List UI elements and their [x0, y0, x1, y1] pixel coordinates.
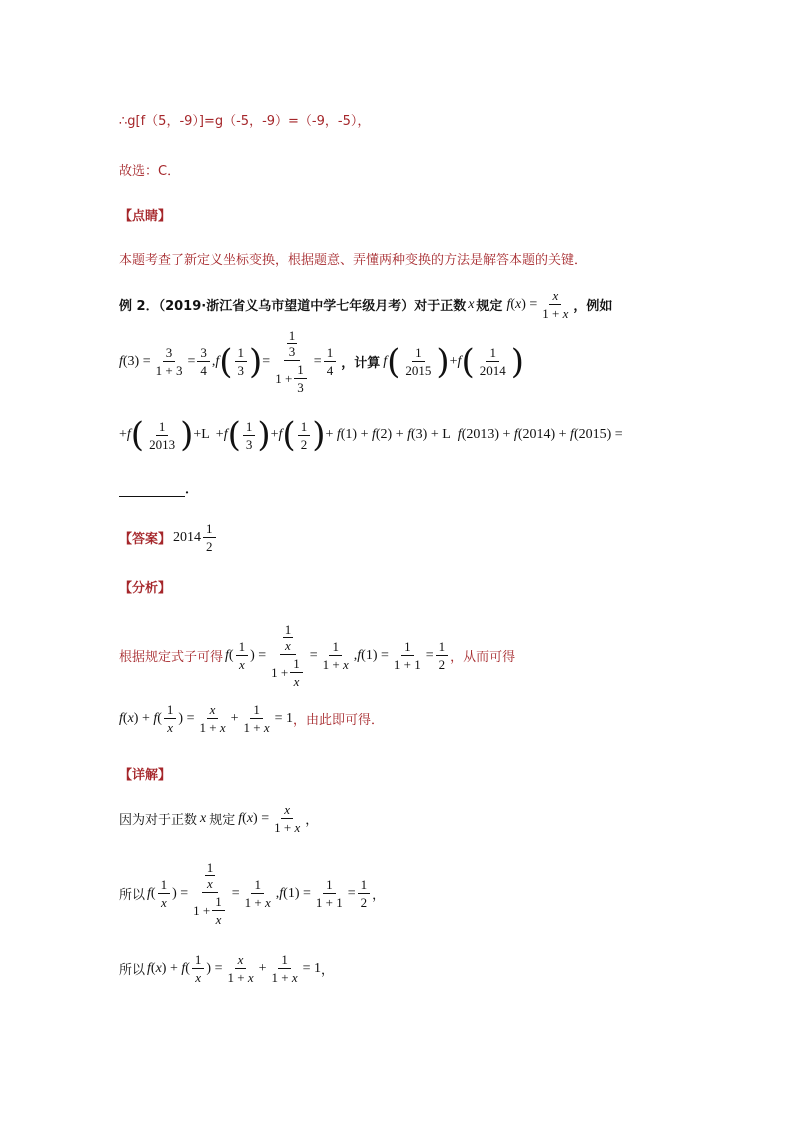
example-rule: 规定 [476, 299, 503, 314]
fx-def: f [506, 296, 511, 312]
blank-end: ． [185, 482, 199, 497]
answer-line [119, 521, 218, 554]
detail-2-end: ， [372, 888, 386, 903]
example-var: x [468, 296, 475, 312]
analysis-prefix: 根据规定式子可得 [119, 650, 224, 665]
analysis-end: ，由此即可得． [293, 713, 385, 728]
dianjing-tag: 【点睛】 [119, 209, 172, 224]
detail-line-2: 所以 f ( $\frac{1}{x}$ ) = 1 x 1 + $\frac{1}{x}$ = $\frac{1}{1 + x}$ , f (1) = $\frac{1}{1 + 1}$ = $\frac{1}{2}$ ， [119, 860, 386, 927]
example-suffix: ，例如 [573, 299, 613, 314]
detail-1-rule: 规定 [209, 813, 236, 828]
example-formula-2: + f ( $\frac{1}{2013}$ ) + L + f ( $\frac{1}{3}$ ) + f ( $\frac{1}{2}$ ) + f (1) + f (2) + f (3) + L f (2013) + f (2014) + f (2015) = [119, 415, 623, 455]
dianjing-text: 本题考查了新定义坐标变换，根据题意、弄懂两种变换的方法是解答本题的关键． [119, 253, 588, 268]
g-transform-line: ∴g[f（5，-9）]=g（-5，-9）=（-9，-5）， [119, 114, 371, 129]
answer-num: 1 [203, 521, 216, 538]
detail-tag: 【详解】 [119, 768, 172, 783]
analysis-line-2: f ( x ) + f ( $\frac{1}{x}$ ) = $\frac{x}{1 + x}$ + $\frac{1}{1 + x}$ = 1 ，由此即可得． [119, 702, 385, 735]
fraction-x-over-1px: $\frac{x}{1 + x}$ [542, 288, 569, 321]
compound-fraction: 1 3 1 + $\frac{1}{3}$ [272, 328, 312, 395]
analysis-tag: 【分析】 [119, 581, 172, 596]
answer-fraction [203, 521, 216, 554]
detail-1-prefix: 因为对于正数 [119, 813, 198, 828]
analysis-mid: ，从而可得 [450, 650, 516, 665]
ellipsis: L [442, 427, 451, 442]
detail-line-1: 因为对于正数 x 规定 f ( x ) = $\frac{x}{1 + x}$ ， [119, 802, 319, 835]
answer-den: 2 [206, 539, 213, 554]
detail-1-end: ， [305, 813, 319, 828]
example-statement: 例 2．（2019·浙江省义乌市望道中学七年级月考）对于正数 x 规定 f ( x ) = $\frac{x}{1 + x}$ ，例如 [119, 288, 613, 321]
detail-line-3: 所以 f ( x ) + f ( $\frac{1}{x}$ ) = $\frac{x}{1 + x}$ + $\frac{1}{1 + x}$ = 1 ， [119, 952, 335, 985]
detail-3-end: ， [321, 963, 335, 978]
answer-tag: 【答案】 [119, 532, 172, 547]
analysis-line-1: 根据规定式子可得 f ( $\frac{1}{x}$ ) = 1 x 1 + $\frac{1}{x}$ = $\frac{1}{1 + x}$ , f (1) = $\frac{1}{1 + 1}$ = $\frac{1}{2}$ ，从而可得 [119, 622, 516, 689]
example-formula-1: f (3) = $\frac{3}{1 + 3}$ = $\frac{3}{4}$ , f ( $\frac{1}{3}$ ) = 1 3 1 + $\frac{1}{3}$ = $\frac{1}{4}$ ，计算 f ( $\frac{1}{2015}$ ) + f ( $\frac{1}{2014}$ ) [119, 328, 524, 395]
detail-3-prefix: 所以 [119, 963, 146, 978]
answer-blank [119, 482, 185, 497]
answer-choice-line: 故选：C． [119, 164, 181, 179]
answer-blank-line [119, 478, 198, 497]
example-prefix: 例 2．（2019·浙江省义乌市望道中学七年级月考）对于正数 [119, 299, 467, 314]
calc-word: ，计算 [341, 356, 381, 371]
ellipsis: L [201, 427, 210, 442]
answer-whole: 2014 [173, 529, 202, 545]
detail-2-prefix: 所以 [119, 888, 146, 903]
